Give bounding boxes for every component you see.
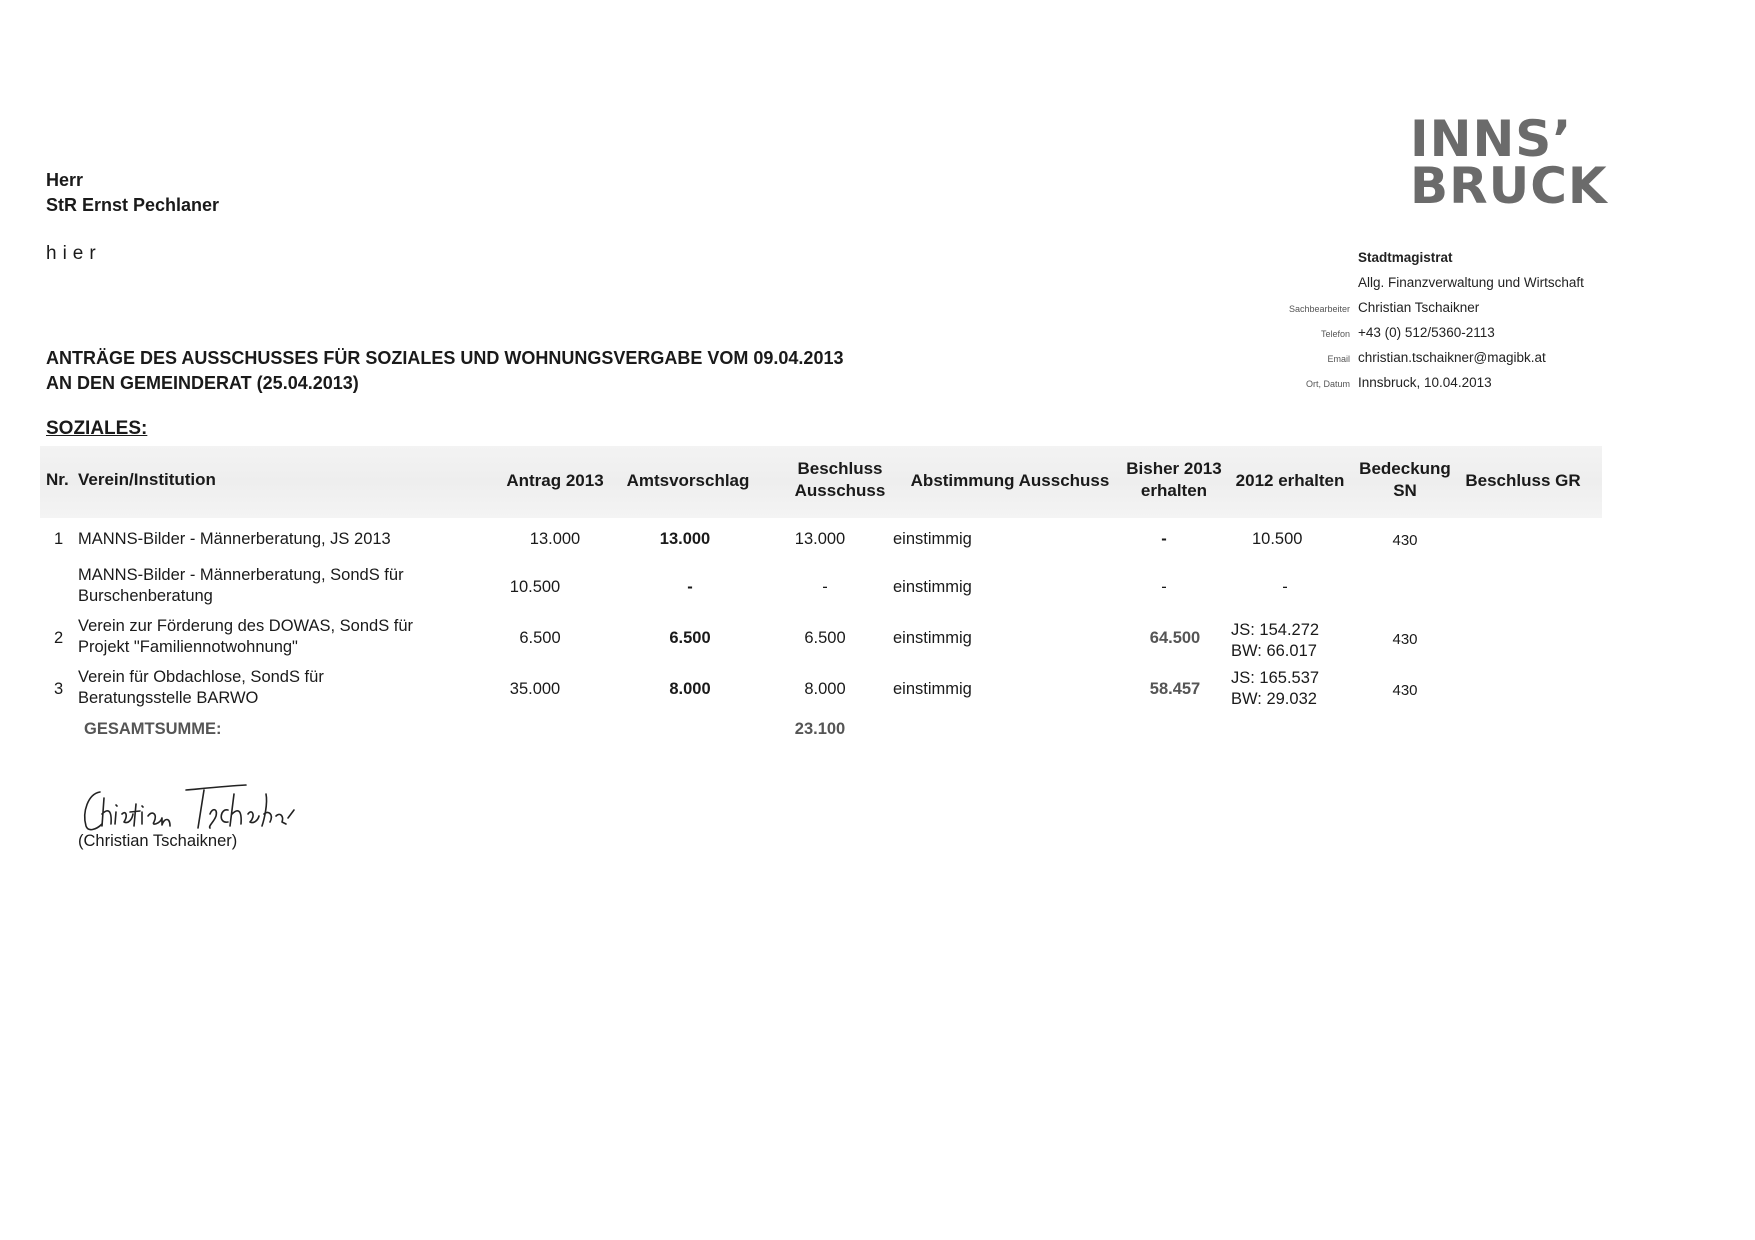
handwritten-signature: [78, 780, 298, 836]
row-nr: 3: [54, 680, 64, 698]
header-antrag: Antrag 2013: [506, 471, 604, 490]
row-abstimmung: einstimmig: [893, 530, 972, 548]
header-bedeckung-line-1: Bedeckung: [1359, 459, 1451, 478]
row-beschluss: -: [822, 578, 828, 596]
recipient-salutation: Herr: [46, 170, 84, 190]
office-info: [1120, 250, 1600, 400]
row-antrag: 6.500: [519, 629, 561, 647]
header-bisher: [1118, 458, 1230, 502]
header-amtsvorschlag: Amtsvorschlag: [626, 471, 750, 490]
header-bedeckung-line-2: SN: [1393, 481, 1417, 500]
row-verein-line-2: Projekt "Familiennotwohnung": [78, 638, 298, 656]
document-title: [46, 346, 843, 396]
row-2012-erhalten: [1231, 668, 1319, 710]
row-nr: 2: [54, 629, 64, 647]
email-label: Email: [1327, 354, 1350, 364]
header-bedeckung: [1350, 458, 1460, 502]
header-abstimmung: Abstimmung Ausschuss: [910, 471, 1110, 490]
header-verein: Verein/Institution: [78, 470, 216, 489]
row-antrag: 13.000: [529, 530, 581, 548]
row-amtsvorschlag: -: [687, 578, 693, 596]
row-bisher: -: [1161, 578, 1167, 596]
row-verein-line-1: Verein zur Förderung des DOWAS, SondS für: [78, 617, 414, 635]
phone-label: Telefon: [1320, 329, 1350, 339]
row-bisher: -: [1161, 530, 1167, 548]
row-verein: [78, 667, 324, 709]
row-verein: MANNS-Bilder - Männerberatung, JS 2013: [78, 530, 391, 548]
office-name: Stadtmagistrat: [1358, 250, 1453, 265]
row-2012-bw: BW: 66.017: [1231, 642, 1317, 660]
total-value: 23.100: [794, 720, 846, 738]
row-beschluss: 6.500: [804, 629, 846, 647]
signature-name: (Christian Tschaikner): [78, 832, 238, 850]
row-abstimmung: einstimmig: [893, 680, 972, 698]
recipient-name: StR Ernst Pechlaner: [46, 195, 220, 215]
clerk-name: Christian Tschaikner: [1358, 300, 1480, 315]
row-verein-line-2: Burschenberatung: [78, 587, 213, 605]
row-2012-erhalten: -: [1282, 578, 1288, 596]
row-amtsvorschlag: 8.000: [669, 680, 711, 698]
header-beschluss-line-2: Ausschuss: [794, 481, 886, 500]
row-2012-js: JS: 154.272: [1231, 621, 1320, 639]
city-logo: [1410, 110, 1608, 215]
date-label: Ort, Datum: [1305, 379, 1350, 389]
row-nr: 1: [54, 530, 64, 548]
row-antrag: 35.000: [509, 680, 561, 698]
row-beschluss: 8.000: [804, 680, 846, 698]
row-antrag: 10.500: [509, 578, 561, 596]
place-date: Innsbruck, 10.04.2013: [1358, 375, 1492, 390]
row-verein: [78, 616, 413, 658]
title-line-2: AN DEN GEMEINDERAT (25.04.2013): [46, 373, 359, 393]
email-address: christian.tschaikner@magibk.at: [1358, 350, 1546, 365]
row-verein-line-1: Verein für Obdachlose, SondS für: [78, 668, 324, 686]
title-line-1: ANTRÄGE DES AUSSCHUSSES FÜR SOZIALES UND WOHNUNGSVERGABE VOM 09.04.2013: [46, 348, 844, 368]
row-2012-erhalten: [1231, 620, 1319, 662]
clerk-label: Sachbearbeiter: [1288, 304, 1350, 314]
row-bedeckung: 430: [1392, 532, 1418, 549]
section-heading: SOZIALES:: [46, 418, 148, 439]
row-verein: [78, 565, 404, 607]
row-verein-line-1: MANNS-Bilder - Männerberatung, SondS für: [78, 566, 404, 584]
office-department: Allg. Finanzverwaltung und Wirtschaft: [1358, 275, 1584, 290]
row-2012-erhalten: 10.500: [1252, 530, 1303, 548]
row-2012-bw: BW: 29.032: [1231, 690, 1317, 708]
header-beschluss: [780, 458, 900, 502]
row-2012-js: JS: 165.537: [1231, 669, 1320, 687]
logo-line-1: INNS’: [1410, 110, 1573, 168]
row-abstimmung: einstimmig: [893, 578, 972, 596]
row-bisher: 58.457: [1149, 680, 1201, 698]
header-nr: Nr.: [46, 470, 69, 489]
row-bisher: 64.500: [1149, 629, 1201, 647]
row-bedeckung: 430: [1392, 631, 1418, 648]
row-verein-line-2: Beratungsstelle BARWO: [78, 689, 259, 707]
header-beschluss-gr: Beschluss GR: [1465, 471, 1581, 490]
row-beschluss: 13.000: [794, 530, 846, 548]
recipient-block: [46, 168, 219, 218]
row-abstimmung: einstimmig: [893, 629, 972, 647]
row-amtsvorschlag: 13.000: [659, 530, 711, 548]
total-label: GESAMTSUMME:: [84, 720, 222, 738]
header-bisher-line-2: erhalten: [1140, 481, 1208, 500]
row-amtsvorschlag: 6.500: [669, 629, 711, 647]
header-2012-erhalten: 2012 erhalten: [1235, 471, 1345, 490]
phone-number: +43 (0) 512/5360-2113: [1358, 325, 1495, 340]
row-bedeckung: 430: [1392, 682, 1418, 699]
recipient-location: hier: [46, 243, 102, 264]
header-beschluss-line-1: Beschluss: [797, 459, 883, 478]
logo-line-2: BRUCK: [1410, 157, 1608, 215]
header-bisher-line-1: Bisher 2013: [1126, 459, 1222, 478]
